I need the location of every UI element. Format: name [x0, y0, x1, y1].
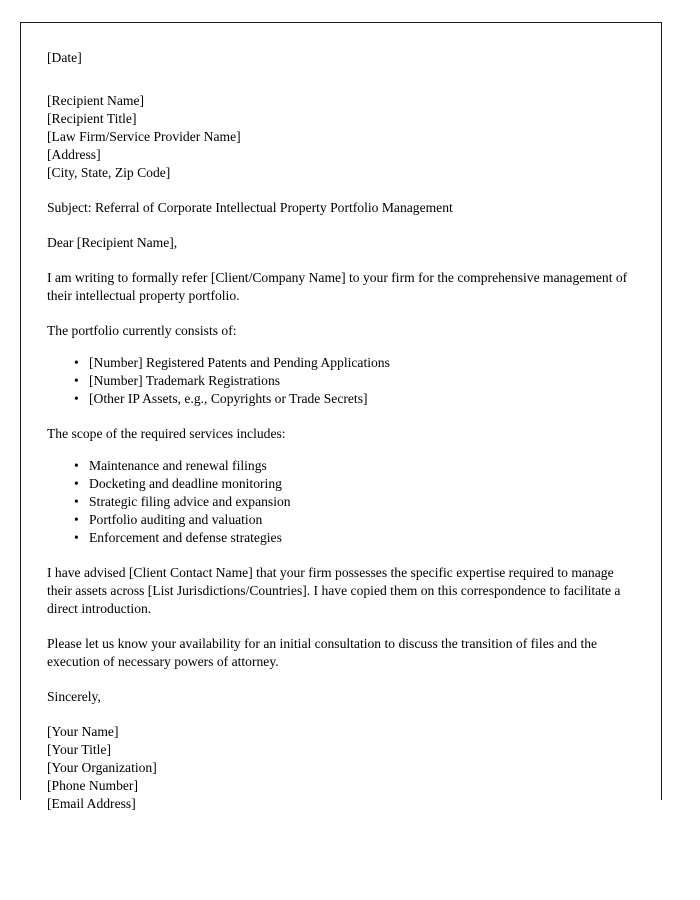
recipient-address-block — [47, 92, 635, 182]
page-sheet — [20, 22, 662, 811]
list-item: • Docketing and deadline monitoring — [89, 475, 635, 493]
spacer — [47, 618, 635, 635]
closing: Sincerely, — [47, 689, 101, 704]
list-item: • Strategic filing advice and expansion — [89, 493, 635, 511]
recipient-name: [Recipient Name] — [47, 93, 145, 108]
availability-paragraph: Please let us know your availability for an initial consultation to discuss the transition of files and the execution of necessary powers of attorney. — [47, 636, 598, 669]
recipient-organization: [Law Firm/Service Provider Name] — [47, 129, 241, 144]
subject-line: Subject: Referral of Corporate Intellectual Property Portfolio Management — [47, 200, 453, 215]
spacer — [47, 305, 635, 322]
recipient-city-state-zip: [City, State, Zip Code] — [47, 165, 171, 180]
spacer — [47, 182, 635, 199]
list-item: • [Number] Registered Patents and Pending Applications — [89, 354, 635, 372]
recipient-address: [Address] — [47, 147, 101, 162]
spacer — [47, 706, 635, 723]
portfolio-intro: The portfolio currently consists of: — [47, 323, 237, 338]
sender-name: [Your Name] — [47, 724, 119, 739]
date-placeholder: [Date] — [47, 50, 82, 65]
spacer — [47, 443, 635, 457]
list-item: • Enforcement and defense strategies — [89, 529, 635, 547]
salutation: Dear [Recipient Name], — [47, 235, 178, 250]
signature-block — [47, 723, 635, 813]
list-item: • [Other IP Assets, e.g., Copyrights or Trade Secrets] — [89, 390, 635, 408]
recipient-title: [Recipient Title] — [47, 111, 137, 126]
spacer — [47, 340, 635, 354]
spacer — [47, 252, 635, 269]
advised-paragraph: I have advised [Client Contact Name] that your firm possesses the specific expertise required to manage their assets across [List Jurisdictions/Countries]. I have copied them on this correspondence to facilitate a direct introduction. — [47, 565, 621, 616]
spacer — [47, 671, 635, 688]
letter-body — [47, 49, 635, 813]
portfolio-list — [47, 354, 635, 408]
list-item: • Maintenance and renewal filings — [89, 457, 635, 475]
sender-organization: [Your Organization] — [47, 760, 157, 775]
date-block — [47, 49, 635, 67]
spacer — [47, 408, 635, 425]
list-item: • [Number] Trademark Registrations — [89, 372, 635, 390]
list-item: • Portfolio auditing and valuation — [89, 511, 635, 529]
spacer — [47, 67, 635, 92]
scope-list — [47, 457, 635, 547]
opening-paragraph: I am writing to formally refer [Client/Company Name] to your firm for the comprehensive management of their intellectual property portfolio. — [47, 270, 628, 303]
sender-email: [Email Address] — [47, 796, 136, 811]
spacer — [47, 217, 635, 234]
spacer — [47, 547, 635, 564]
sender-phone: [Phone Number] — [47, 778, 138, 793]
scope-intro: The scope of the required services includes: — [47, 426, 286, 441]
sender-title: [Your Title] — [47, 742, 111, 757]
